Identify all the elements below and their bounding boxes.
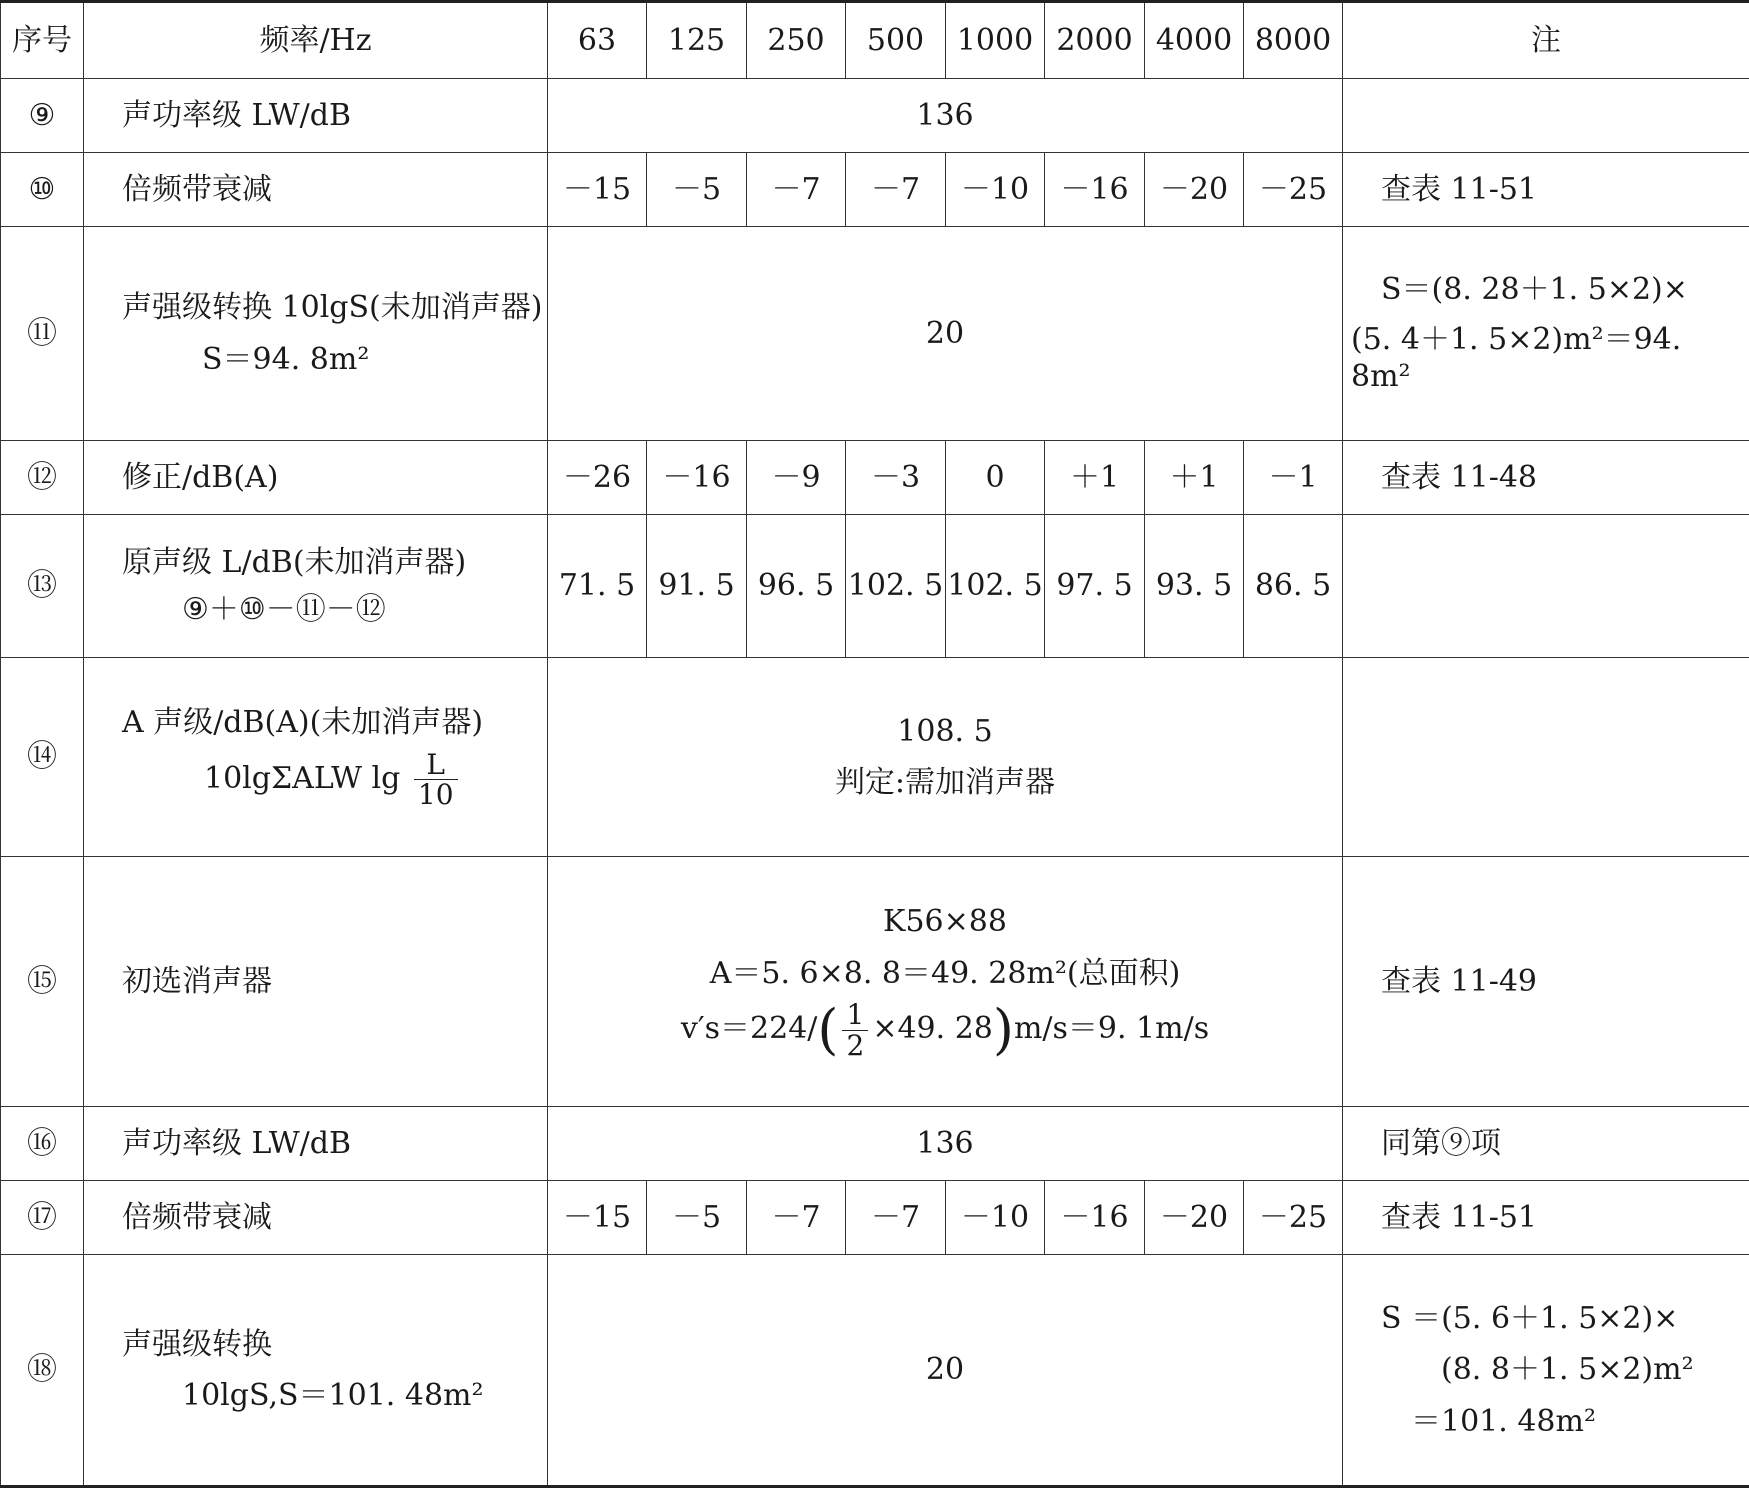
band-value: ＋1 xyxy=(1045,441,1145,515)
row-note: 查表 11-51 xyxy=(1343,1181,1749,1255)
label-line: ⑨＋⑩－⑪－⑫ xyxy=(182,592,386,627)
band-value: －9 xyxy=(747,441,846,515)
row-seq: ⑪ xyxy=(1,227,84,441)
row-label xyxy=(84,227,548,441)
table-row xyxy=(1,79,1749,153)
band-value: －10 xyxy=(946,1181,1045,1255)
row-seq: ⑮ xyxy=(1,857,84,1107)
formula-text: v′s＝224/ xyxy=(680,1011,818,1046)
fraction-numerator: L xyxy=(414,750,458,780)
band-value: －16 xyxy=(1045,153,1145,227)
formula-text: m/s＝9. 1m/s xyxy=(1013,1011,1210,1046)
band-value: －5 xyxy=(647,1181,747,1255)
band-value: ＋1 xyxy=(1145,441,1244,515)
fraction-denominator: 2 xyxy=(846,1028,865,1062)
fraction xyxy=(842,1000,868,1060)
header-band: 125 xyxy=(647,2,747,79)
row-seq: ⑰ xyxy=(1,1181,84,1255)
row-label: 声功率级 LW/dB xyxy=(84,1107,548,1181)
value-line: 判定:需加消声器 xyxy=(834,765,1056,800)
row-seq: ⑨ xyxy=(1,79,84,153)
formula-line xyxy=(548,1000,1342,1060)
row-value: 136 xyxy=(548,1107,1343,1181)
fraction-numerator: 1 xyxy=(842,1000,868,1030)
row-note xyxy=(1343,227,1749,441)
row-note: 查表 11-51 xyxy=(1343,153,1749,227)
header-seq: 序号 xyxy=(1,2,84,79)
formula-text: ×49. 28 xyxy=(872,1011,993,1046)
row-seq: ⑬ xyxy=(1,515,84,658)
label-line: 声强级转换 10lgS(未加消声器) xyxy=(122,290,543,325)
value-line: A＝5. 6×8. 8＝49. 28m²(总面积) xyxy=(709,955,1181,991)
label-line: 声强级转换 xyxy=(122,1326,272,1362)
row-label xyxy=(84,1255,548,1487)
band-value: 102. 5 xyxy=(946,515,1045,658)
fraction-denominator: 10 xyxy=(417,778,454,812)
row-label: 倍频带衰减 xyxy=(84,153,548,227)
header-band: 250 xyxy=(747,2,846,79)
note-line: (8. 8＋1. 5×2)m² xyxy=(1441,1352,1694,1388)
label-line: A 声级/dB(A)(未加消声器) xyxy=(122,705,484,741)
row-seq: ⑯ xyxy=(1,1107,84,1181)
row-value xyxy=(548,857,1343,1107)
row-label xyxy=(84,658,548,857)
band-value: －26 xyxy=(548,441,647,515)
formula-text: 10lgΣALW lg xyxy=(204,760,401,796)
table-row xyxy=(1,658,1749,857)
table-row xyxy=(1,1181,1749,1255)
table-row xyxy=(1,515,1749,658)
band-value: 0 xyxy=(946,441,1045,515)
band-value: －15 xyxy=(548,1181,647,1255)
header-note: 注 xyxy=(1343,2,1749,79)
band-value: －16 xyxy=(647,441,747,515)
label-line: 10lgS,S＝101. 48m² xyxy=(182,1378,484,1413)
band-value: －7 xyxy=(846,1181,946,1255)
header-band: 2000 xyxy=(1045,2,1145,79)
value-line: K56×88 xyxy=(883,904,1007,940)
band-value: 91. 5 xyxy=(647,515,747,658)
band-value: －16 xyxy=(1045,1181,1145,1255)
row-label: 倍频带衰减 xyxy=(84,1181,548,1255)
band-value: －7 xyxy=(747,1181,846,1255)
row-seq: ⑫ xyxy=(1,441,84,515)
left-paren-glyph: ( xyxy=(817,998,839,1061)
value-line: 108. 5 xyxy=(897,713,993,749)
row-note: 查表 11-48 xyxy=(1343,441,1749,515)
header-band: 500 xyxy=(846,2,946,79)
row-value: 20 xyxy=(548,227,1343,441)
header-band: 4000 xyxy=(1145,2,1244,79)
band-value: 102. 5 xyxy=(846,515,946,658)
row-value: 136 xyxy=(548,79,1343,153)
band-value: －1 xyxy=(1244,441,1343,515)
header-band: 1000 xyxy=(946,2,1045,79)
row-seq: ⑱ xyxy=(1,1255,84,1487)
band-value: 96. 5 xyxy=(747,515,846,658)
row-seq: ⑭ xyxy=(1,658,84,857)
band-value: 71. 5 xyxy=(548,515,647,658)
row-label xyxy=(84,515,548,658)
row-value: 20 xyxy=(548,1255,1343,1487)
row-note xyxy=(1343,1255,1749,1487)
right-paren-glyph: ) xyxy=(992,998,1014,1061)
row-value xyxy=(548,658,1343,857)
table-row xyxy=(1,227,1749,441)
band-value: －3 xyxy=(846,441,946,515)
band-value: －5 xyxy=(647,153,747,227)
row-note: 同第⑨项 xyxy=(1343,1107,1749,1181)
band-value: －25 xyxy=(1244,1181,1343,1255)
band-value: 97. 5 xyxy=(1045,515,1145,658)
table-row xyxy=(1,857,1749,1107)
row-note xyxy=(1343,79,1749,153)
header-row xyxy=(1,2,1749,79)
row-note xyxy=(1343,658,1749,857)
band-value: －7 xyxy=(846,153,946,227)
row-label: 声功率级 LW/dB xyxy=(84,79,548,153)
band-value: 86. 5 xyxy=(1244,515,1343,658)
table-row xyxy=(1,153,1749,227)
note-line: (5. 4＋1. 5×2)m²＝94. 8m² xyxy=(1351,321,1682,395)
band-value: －20 xyxy=(1145,153,1244,227)
band-value: －7 xyxy=(747,153,846,227)
row-label: 修正/dB(A) xyxy=(84,441,548,515)
fraction xyxy=(414,747,458,812)
table-row xyxy=(1,1107,1749,1181)
band-value: －10 xyxy=(946,153,1045,227)
label-line: 原声级 L/dB(未加消声器) xyxy=(122,544,467,580)
formula-line xyxy=(122,747,547,812)
table-row xyxy=(1,1255,1749,1487)
label-line: S＝94. 8m² xyxy=(202,341,370,377)
band-value: －15 xyxy=(548,153,647,227)
header-freq: 频率/Hz xyxy=(84,2,548,79)
table-row xyxy=(1,441,1749,515)
band-value: 93. 5 xyxy=(1145,515,1244,658)
row-seq: ⑩ xyxy=(1,153,84,227)
band-value: －25 xyxy=(1244,153,1343,227)
band-value: －20 xyxy=(1145,1181,1244,1255)
note-line: ＝101. 48m² xyxy=(1411,1403,1596,1439)
header-band: 63 xyxy=(548,2,647,79)
row-label: 初选消声器 xyxy=(84,857,548,1107)
row-note: 查表 11-49 xyxy=(1343,857,1749,1107)
note-line: S ＝(5. 6＋1. 5×2)× xyxy=(1381,1300,1679,1336)
note-line: S＝(8. 28＋1. 5×2)× xyxy=(1381,272,1688,308)
row-note xyxy=(1343,515,1749,658)
header-band: 8000 xyxy=(1244,2,1343,79)
